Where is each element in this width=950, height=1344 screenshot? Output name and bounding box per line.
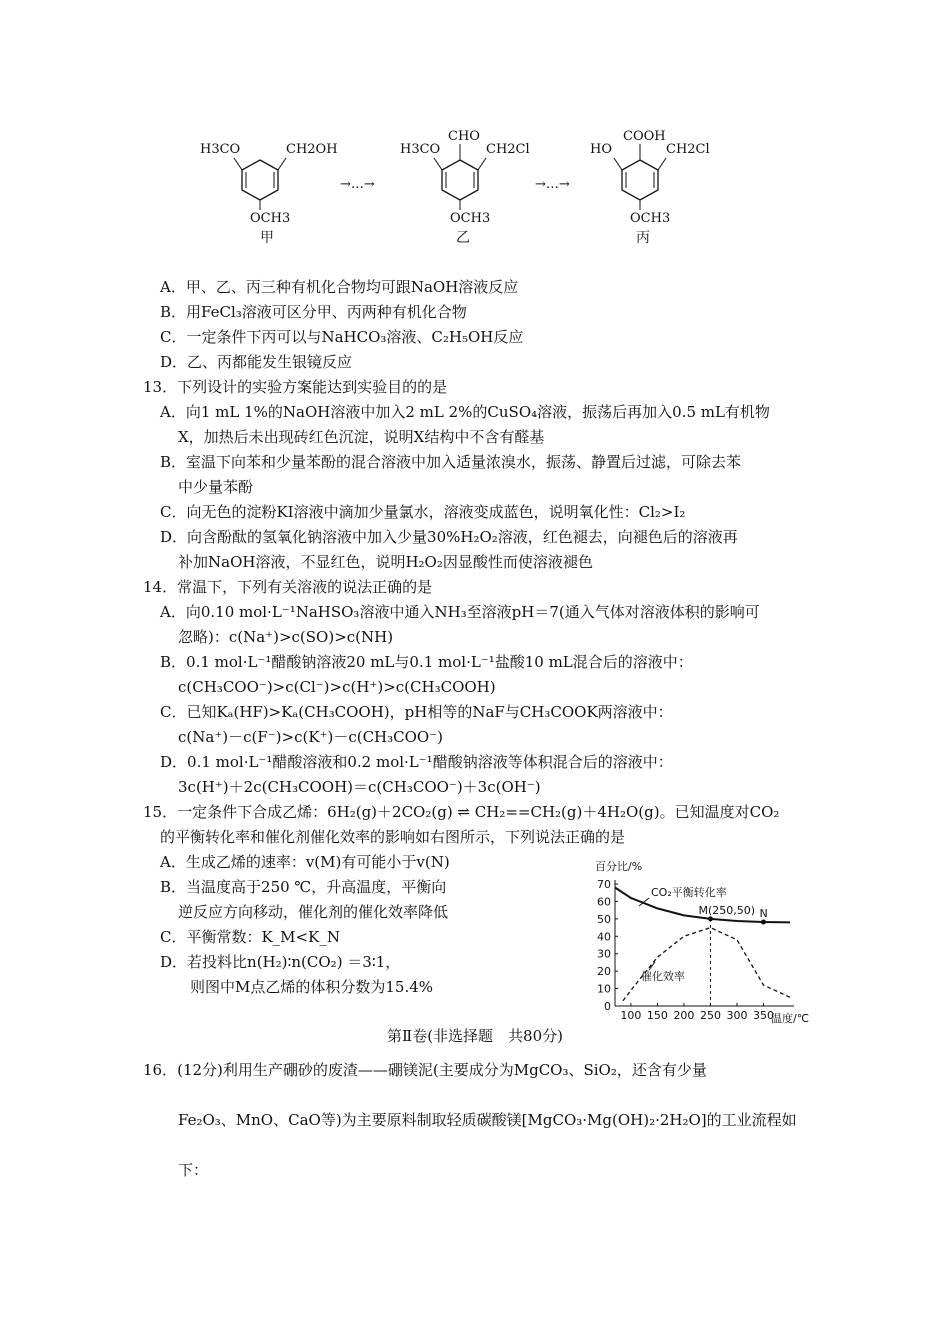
q13-option-a-cont: X，加热后未出现砖红色沉淀，说明X结构中不含有醛基 [178,428,545,446]
q15-option-a: A．生成乙烯的速率：v(M)有可能小于v(N) [160,853,450,871]
bing-label: 丙 [636,230,650,246]
q13-option-b-cont: 中少量苯酚 [178,478,254,496]
legend-catalytic-efficiency: 催化效率 [641,970,685,983]
q12-option-b: B．用FeCl₃溶液可区分甲、丙两种有机化合物 [160,303,467,321]
y-tick-label: 0 [604,1000,611,1013]
structure-yi [400,129,530,246]
q14-option-c-cont: c(Na⁺)－c(F⁻)>c(K⁺)－c(CH₃COO⁻) [178,728,443,746]
q14-option-b-cont: c(CH₃COO⁻)>c(Cl⁻)>c(H⁺)>c(CH₃COOH) [178,678,496,696]
q13-option-c: C．向无色的淀粉KI溶液中滴加少量氯水，溶液变成蓝色，说明氧化性：Cl₂>I₂ [160,503,686,521]
point-n [761,919,766,924]
x-tick-label: 300 [726,1009,748,1022]
q12-option-d: D．乙、丙都能发生银镜反应 [160,353,353,371]
q15-stem-cont: 的平衡转化率和催化剂催化效率的影响如右图所示，下列说法正确的是 [160,828,626,846]
yi-top: CHO [448,129,480,144]
q13-option-b: B．室温下向苯和少量苯酚的混合溶液中加入适量浓溴水，振荡、静置后过滤，可除去苯 [160,453,742,471]
q15-chart [585,858,825,1026]
q16-line-2: Fe₂O₃、MnO、CaO等)为主要原料制取轻质碳酸镁[MgCO₃·Mg(OH)₂·2H₂O]的工业流程如 [178,1111,797,1129]
q13-option-d-cont: 补加NaOH溶液，不显红色，说明H₂O₂因显酸性而使溶液褪色 [178,553,593,571]
chart-ylabel: 百分比/% [595,860,643,873]
q15-option-d: D．若投料比n(H₂)∶n(CO₂) ＝3∶1， [160,953,401,971]
q14-option-d-cont: 3c(H⁺)＋2c(CH₃COOH)＝c(CH₃COO⁻)＋3c(OH⁻) [178,778,541,796]
arrow-2: →…→ [535,177,570,192]
y-tick-label: 70 [597,878,611,891]
q15-option-d-cont: 则图中M点乙烯的体积分数为15.4% [190,978,434,996]
q14-stem: 14．常温下，下列有关溶液的说法正确的是 [143,578,433,596]
q12-option-a: A．甲、乙、丙三种有机化合物均可跟NaOH溶液反应 [160,278,519,296]
q16-line-3: 下： [178,1161,209,1179]
point-label-m: M(250,50) [698,903,756,917]
point-label-n: N [759,906,768,920]
x-tick-label: 200 [673,1009,695,1022]
q15-option-b: B．当温度高于250 ℃，升高温度，平衡向 [160,878,447,896]
x-tick-label: 250 [699,1009,721,1022]
yi-label: 乙 [456,230,470,246]
bing-top-right: CH2Cl [666,142,710,157]
y-tick-label: 60 [597,895,611,909]
y-tick-label: 40 [597,930,611,944]
x-tick-label: 350 [752,1009,774,1022]
q16-line-1: 16．(12分)利用生产硼砂的废渣——硼镁泥(主要成分为MgCO₃、SiO₂，还含有少量 [143,1061,707,1079]
q14-option-d: D．0.1 mol·L⁻¹醋酸溶液和0.2 mol·L⁻¹醋酸钠溶液等体积混合后的溶液中： [160,753,673,771]
y-tick-label: 50 [597,912,611,926]
q14-option-c: C．已知Kₐ(HF)>Kₐ(CH₃COOH)，pH相等的NaF与CH₃COOK两溶液中： [160,703,673,721]
q13-option-a: A．向1 mL 1%的NaOH溶液中加入2 mL 2%的CuSO₄溶液，振荡后再加入0.5 mL有机物 [160,403,770,421]
jia-top-left: H3CO [200,142,241,157]
yi-top-left: H3CO [400,142,441,157]
q15-option-c: C．平衡常数：K_M<K_N [160,928,340,946]
y-tick-label: 10 [597,982,611,996]
bing-top-left: HO [590,142,612,157]
x-tick-label: 100 [620,1009,642,1022]
q12-option-c: C．一定条件下丙可以与NaHCO₃溶液、C₂H₅OH反应 [160,328,524,346]
yi-bottom: OCH3 [450,211,491,226]
q14-option-b: B．0.1 mol·L⁻¹醋酸钠溶液20 mL与0.1 mol·L⁻¹盐酸10 mL混合后的溶液中： [160,653,693,671]
yi-top-right: CH2Cl [486,142,530,157]
chart-xlabel: 温度/℃ [771,1012,810,1025]
q14-option-a: A．向0.10 mol·L⁻¹NaHSO₃溶液中通入NH₃至溶液pH＝7(通入气体对溶液体积的影响可 [160,603,760,621]
series-catalytic-efficiency [623,928,790,1001]
y-tick-label: 30 [597,947,611,961]
q14-option-a-cont: 忽略)：c(Na⁺)>c(SO)>c(NH) [178,628,394,646]
q13-stem: 13．下列设计的实验方案能达到实验目的的是 [143,378,448,396]
q13-option-d: D．向含酚酞的氢氧化钠溶液中加入少量30%H₂O₂溶液，红色褪去，向褪色后的溶液再 [160,528,738,546]
y-tick-label: 20 [597,965,611,979]
q15-option-b-cont: 逆反应方向移动，催化剂的催化效率降低 [178,903,449,921]
q15-stem: 15．一定条件下合成乙烯：6H₂(g)＋2CO₂(g) ⇌ CH₂==CH₂(g)＋4H₂O(g)。已知温度对CO₂ [143,803,780,821]
jia-top-right: CH2OH [286,142,338,157]
structure-scheme [190,120,750,250]
arrow-1: →…→ [340,177,375,192]
jia-label: 甲 [260,230,274,246]
structure-jia [200,142,338,246]
bing-bottom: OCH3 [630,211,671,226]
x-tick-label: 150 [646,1009,668,1022]
section-title: 第Ⅱ卷(非选择题 共80分) [387,1027,563,1045]
legend-co2-conversion: CO₂平衡转化率 [651,886,727,899]
structure-bing [590,129,710,246]
bing-top: COOH [623,129,666,144]
jia-bottom: OCH3 [250,211,291,226]
